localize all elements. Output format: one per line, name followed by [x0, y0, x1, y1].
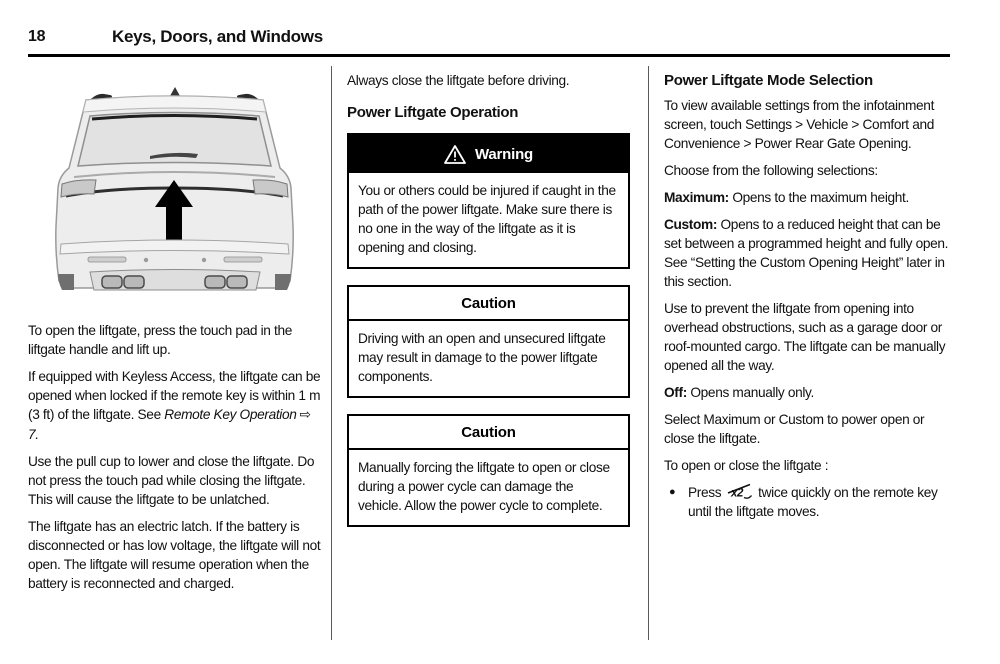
option-custom: [664, 215, 954, 291]
bullet-post-text: twice quickly on the remote key until the liftgate moves.: [688, 485, 938, 519]
left-column: [28, 76, 321, 601]
option-maximum: [664, 188, 954, 207]
option-custom-label: Custom:: [664, 217, 718, 232]
paragraph-choose-selections: Choose from the following selections:: [664, 163, 878, 178]
option-maximum-label: Maximum:: [664, 190, 729, 205]
warning-box-header: [349, 135, 628, 173]
paragraph-view-settings: To view available settings from the infotainment screen, touch Settings > Vehicle > Comfort and Convenience > Power Rear Gate Opening.: [664, 98, 935, 151]
warning-body: You or others could be injured if caught in the path of the power liftgate. Make sure there is no one in the way of the liftgate as it is opening and closing.: [358, 183, 616, 255]
caution-box-2: [347, 414, 630, 527]
option-off-label: Off:: [664, 385, 687, 400]
right-column: [664, 71, 954, 521]
heading-power-liftgate-mode-selection: Power Liftgate Mode Selection: [664, 72, 873, 89]
caution-2-body: Manually forcing the liftgate to open or close during a power cycle can damage the vehicle. Allow the power cycle to complete.: [358, 460, 610, 513]
paragraph-open-close: To open or close the liftgate :: [664, 458, 829, 473]
paragraph-open-liftgate: To open the liftgate, press the touch pad in the liftgate handle and lift up.: [28, 323, 292, 357]
bullet-press-remote: [664, 483, 954, 521]
middle-column: [347, 71, 630, 543]
heading-power-liftgate-operation: Power Liftgate Operation: [347, 104, 519, 121]
column-divider-1: [331, 66, 332, 640]
cross-reference-title: Remote Key Operation: [164, 407, 297, 422]
option-custom-text: Opens to a reduced height that can be set between a programmed height and fully open. See “Setting the Custom Opening Height” later in this section.: [664, 217, 949, 289]
paragraph-select-mode: Select Maximum or Custom to power open or close the liftgate.: [664, 412, 925, 446]
paragraph-keyless-access: [28, 367, 321, 444]
paragraph-prevent-obstructions: Use to prevent the liftgate from opening into overhead obstructions, such as a garage door or roof-mounted cargo. The liftgate can be manually opened all the way.: [664, 301, 946, 373]
page-number: 18: [28, 28, 46, 45]
option-off: [664, 383, 954, 402]
liftgate-x2-remote-button-icon: [727, 483, 753, 500]
caution-1-title: Caution: [461, 294, 516, 312]
park-sensor-right: [202, 258, 206, 262]
reflector-left: [88, 257, 126, 262]
antenna-fin: [170, 87, 180, 96]
caution-2-header: [349, 416, 628, 450]
warning-box: [347, 133, 630, 269]
caution-1-header: [349, 287, 628, 321]
paragraph-electric-latch: The liftgate has an electric latch. If the battery is disconnected or has low voltage, the liftgate will not open. The liftgate will resume operation when the battery is reconnected and charged.: [28, 519, 321, 591]
option-off-text: Opens manually only.: [686, 385, 814, 400]
tire-left: [58, 274, 74, 290]
tire-right: [275, 274, 291, 290]
warning-triangle-icon: [444, 145, 466, 164]
warning-title: Warning: [474, 145, 534, 163]
cross-reference-page: 7.: [28, 427, 39, 442]
caution-1-body: Driving with an open and unsecured liftgate may result in damage to the power liftgate components.: [358, 331, 606, 384]
paragraph-pull-cup: Use the pull cup to lower and close the liftgate. Do not press the touch pad while closing the liftgate. This will cause the liftgate to be unlatched.: [28, 454, 315, 507]
bullet-pre-text: Press: [688, 485, 725, 500]
cross-reference-arrow-icon: ⇨: [299, 407, 311, 423]
keyless-text: If equipped with Keyless Access, the liftgate can be opened when locked if the remote key is within 1 m (3 ft) of the liftgate. See: [28, 369, 321, 422]
chapter-title: Keys, Doors, and Windows: [112, 27, 323, 46]
caution-box-1: [347, 285, 630, 398]
header-rule: [28, 54, 950, 57]
paragraph-always-close: Always close the liftgate before driving.: [347, 73, 570, 88]
bullet-text: [688, 483, 954, 521]
svg-text:x2: x2: [730, 487, 743, 500]
vehicle-rear-illustration: [28, 76, 321, 304]
rear-window: [78, 113, 271, 167]
column-divider-2: [648, 66, 649, 640]
reflector-right: [224, 257, 262, 262]
bullet-marker: ●: [669, 486, 676, 498]
park-sensor-left: [144, 258, 148, 262]
option-maximum-text: Opens to the maximum height.: [728, 190, 909, 205]
caution-2-title: Caution: [461, 423, 516, 441]
